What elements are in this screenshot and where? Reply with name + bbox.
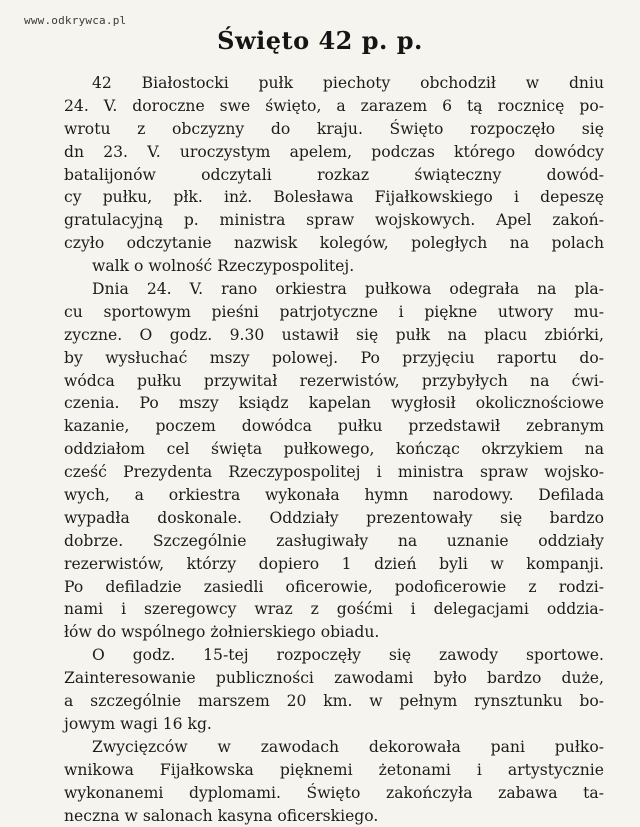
text-line: gratulacyjną p. ministra spraw wojskowych. Apel zakoń- <box>64 209 604 232</box>
text-line: wódca pułku przywitał rezerwistów, przybyłych na ćwi- <box>64 370 604 393</box>
site-watermark: www.odkrywca.pl <box>24 14 126 27</box>
text-line: kazanie, poczem dowódca pułku przedstawił zebranym <box>64 415 604 438</box>
text-line: 42 Białostocki pułk piechoty obchodził w dniu <box>64 72 604 95</box>
text-line: O godz. 15-tej rozpoczęły się zawody sportowe. <box>64 644 604 667</box>
text-line: Po defiladzie zasiedli oficerowie, podoficerowie z rodzi- <box>64 576 604 599</box>
text-line: łów do wspólnego żołnierskiego obiadu. <box>64 621 604 644</box>
text-line: neczna w salonach kasyna oficerskiego. <box>64 805 604 827</box>
text-line: batalijonów odczytali rozkaz świąteczny dowód- <box>64 164 604 187</box>
article-body <box>64 72 604 827</box>
text-line: rezerwistów, którzy dopiero 1 dzień byli w kompanji. <box>64 553 604 576</box>
text-line: by wysłuchać mszy polowej. Po przyjęciu raportu do- <box>64 347 604 370</box>
text-line: cu sportowym pieśni patrjotyczne i piękne utwory mu- <box>64 301 604 324</box>
text-line: Zwycięzców w zawodach dekorowała pani pułko- <box>64 736 604 759</box>
text-line: dn 23. V. uroczystym apelem, podczas którego dowódcy <box>64 141 604 164</box>
text-line: wypadła doskonale. Oddziały prezentowały się bardzo <box>64 507 604 530</box>
text-line: czyło odczytanie nazwisk kolegów, poległych na polach <box>64 232 604 255</box>
text-line: walk o wolność Rzeczypospolitej. <box>64 255 604 278</box>
text-line: wrotu z obczyzny do kraju. Święto rozpoczęło się <box>64 118 604 141</box>
text-line: czenia. Po mszy ksiądz kapelan wygłosił okolicznościowe <box>64 392 604 415</box>
text-line: cy pułku, płk. inż. Bolesława Fijałkowskiego i depeszę <box>64 186 604 209</box>
text-line: dobrze. Szczególnie zasługiwały na uznanie oddziały <box>64 530 604 553</box>
text-line: 24. V. doroczne swe święto, a zarazem 6 tą rocznicę po- <box>64 95 604 118</box>
text-line: wnikowa Fijałkowska pięknemi żetonami i artystycznie <box>64 759 604 782</box>
text-line: cześć Prezydenta Rzeczypospolitej i ministra spraw wojsko- <box>64 461 604 484</box>
article-title: Święto 42 p. p. <box>0 26 640 55</box>
text-line: Zainteresowanie publiczności zawodami było bardzo duże, <box>64 667 604 690</box>
text-line: wych, a orkiestra wykonała hymn narodowy. Defilada <box>64 484 604 507</box>
text-line: wykonanemi dyplomami. Święto zakończyła zabawa ta- <box>64 782 604 805</box>
text-line: a szczególnie marszem 20 km. w pełnym rynsztunku bo- <box>64 690 604 713</box>
text-line: nami i szeregowcy wraz z gośćmi i delegacjami oddzia- <box>64 598 604 621</box>
text-line: Dnia 24. V. rano orkiestra pułkowa odegrała na pla- <box>64 278 604 301</box>
text-line: zyczne. O godz. 9.30 ustawił się pułk na placu zbiórki, <box>64 324 604 347</box>
text-line: oddziałom cel święta pułkowego, kończąc okrzykiem na <box>64 438 604 461</box>
text-line: jowym wagi 16 kg. <box>64 713 604 736</box>
